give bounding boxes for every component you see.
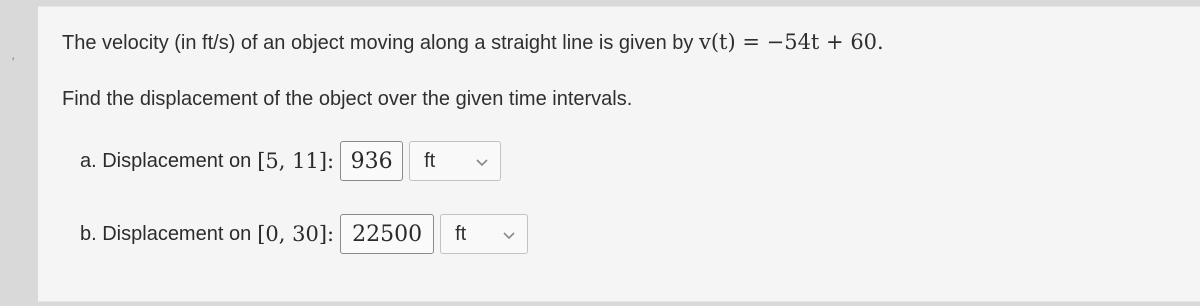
part-b-interval: [0, 30]: bbox=[257, 222, 335, 246]
chevron-down-icon bbox=[501, 226, 517, 242]
part-b-unit-select[interactable] bbox=[440, 214, 528, 254]
part-b-label: b. Displacement on bbox=[80, 222, 252, 245]
question-intro bbox=[62, 32, 884, 53]
velocity-function: v(t) = −54t + 60. bbox=[698, 30, 884, 54]
part-a-label: a. Displacement on bbox=[80, 149, 252, 172]
instruction-text: Find the displacement of the object over the given time intervals. bbox=[62, 88, 633, 110]
part-b-row bbox=[80, 214, 528, 254]
chevron-down-icon bbox=[474, 153, 490, 169]
part-a-unit-label: ft bbox=[424, 149, 436, 172]
question-instruction bbox=[62, 89, 632, 109]
part-b-answer-input[interactable]: 22500 bbox=[340, 214, 434, 254]
part-b-unit-label: ft bbox=[455, 222, 467, 245]
part-a-answer-input[interactable]: 936 bbox=[340, 141, 403, 181]
part-a-unit-select[interactable] bbox=[409, 141, 501, 181]
part-a-interval: [5, 11]: bbox=[257, 149, 335, 173]
part-a-row bbox=[80, 141, 501, 181]
intro-text: The velocity (in ft/s) of an object moving along a straight line is given by bbox=[62, 32, 699, 54]
edge-mark: ′ bbox=[12, 55, 15, 69]
